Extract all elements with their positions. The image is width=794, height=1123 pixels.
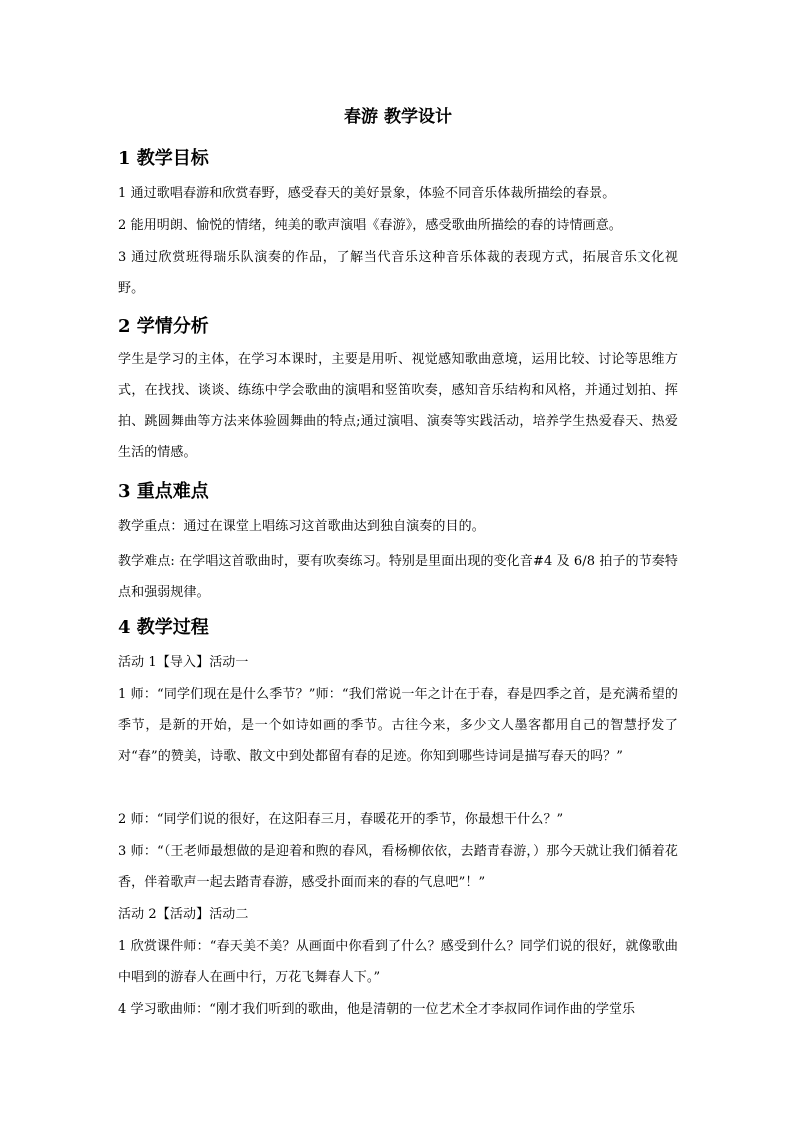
section-heading-key-points: 3 重点难点 (118, 481, 209, 502)
section-heading-analysis: 2 学情分析 (118, 316, 209, 337)
paragraph: 4 学习歌曲师：“刚才我们听到的歌曲，他是清朝的一位艺术全才李叔同作词作曲的学堂乐 (118, 1002, 636, 1017)
section-heading-goals: 1 教学目标 (118, 148, 209, 169)
paragraph: 3 师：“（王老师最想做的是迎着和煦的春风，看杨柳依依，去踏青春游，）那今天就让我们循着花香，伴着歌声一起去踏青春游，感受扑面而来的春的气息吧”！” (118, 844, 678, 890)
paragraph: 1 欣赏课件师：“春天美不美？从画面中你看到了什么？感受到什么？同学们说的很好，就像歌曲中唱到的游春人在画中行，万花飞舞春人下。” (118, 939, 678, 985)
paragraph: 3 通过欣赏班得瑞乐队演奏的作品，了解当代音乐这种音乐体裁的表现方式，拓展音乐文化视野。 (118, 250, 678, 296)
paragraph: 2 能用明朗、愉悦的情绪，纯美的歌声演唱《春游》，感受歌曲所描绘的春的诗情画意。 (118, 218, 622, 233)
paragraph: 活动 1【导入】活动一 (118, 655, 249, 670)
paragraph: 教学难点: 在学唱这首歌曲时，要有吹奏练习。特别是里面出现的变化音#4 及 6/8 拍子的节奏特点和强弱规律。 (118, 554, 678, 600)
paragraph: 教学重点：通过在课堂上唱练习这首歌曲达到独自演奏的目的。 (118, 519, 485, 534)
paragraph: 1 通过歌唱春游和欣赏春野，感受春天的美好景象，体验不同音乐体裁所描绘的春景。 (118, 186, 616, 201)
section-heading-process: 4 教学过程 (118, 617, 209, 638)
paragraph: 1 师：“同学们现在是什么季节？”师：“我们常说一年之计在于春，春是四季之首，是充满希望的季节，是新的开始，是一个如诗如画的季节。古往今来，多少文人墨客都用自己的智慧抒发了对“春”的赞美，诗歌、散文中到处都留有春的足迹。你知到哪些诗词是描写春天的吗？” (118, 687, 678, 764)
paragraph: 活动 2【活动】活动二 (118, 907, 249, 922)
paragraph: 学生是学习的主体，在学习本课时，主要是用听、视觉感知歌曲意境，运用比较、讨论等思维方式，在找找、谈谈、练练中学会歌曲的演唱和竖笛吹奏，感知音乐结构和风格，并通过划拍、挥拍、跳圆舞曲等方法来体验圆舞曲的特点;通过演唱、演奏等实践活动，培养学生热爱春天、热爱生活的情感。 (118, 352, 678, 460)
document-title: 春游 教学设计 (344, 107, 452, 127)
paragraph: 2 师：“同学们说的很好，在这阳春三月，春暖花开的季节，你最想干什么？” (118, 812, 564, 827)
